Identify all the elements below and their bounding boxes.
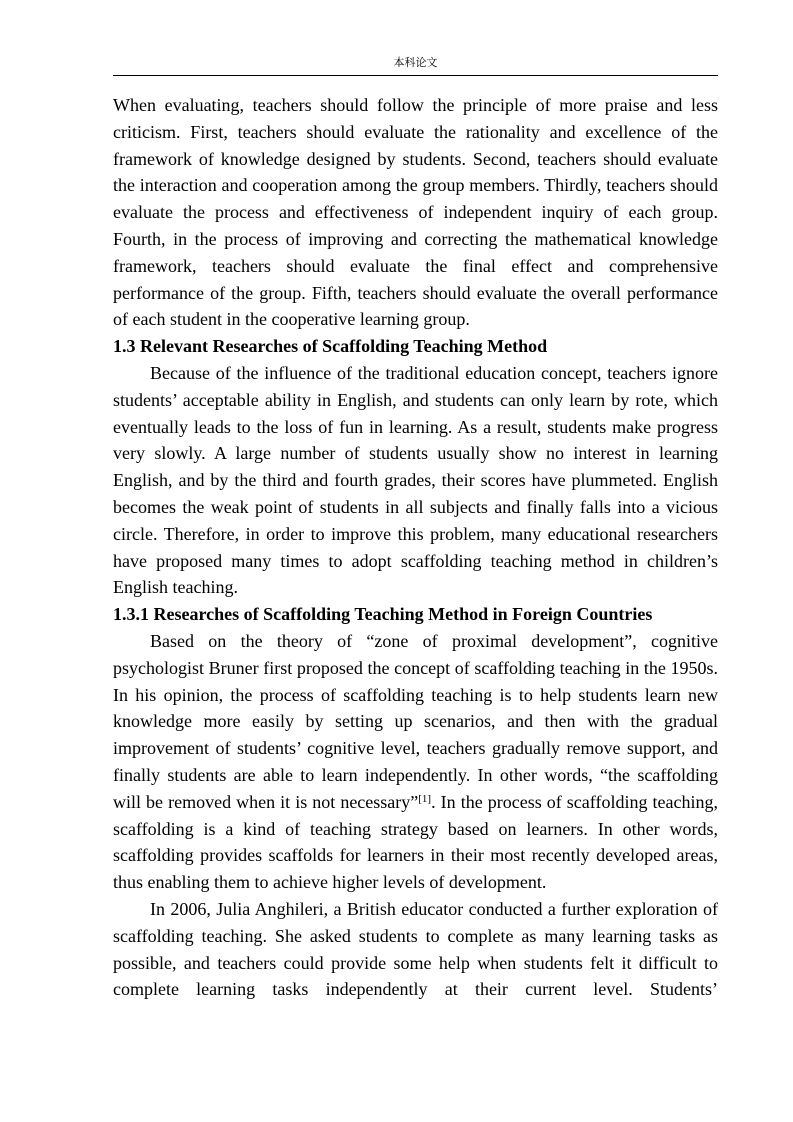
section-heading-1-3: 1.3 Relevant Researches of Scaffolding Teaching Method — [113, 336, 548, 357]
document-body — [113, 92, 718, 1003]
paragraph-bruner — [113, 628, 718, 896]
paragraph-traditional-education: Because of the influence of the traditional education concept, teachers ignore students’ acceptable ability in English, and students can only learn by rote, which eventually leads to the loss of fun in learning. As a result, students make progress very slowly. A large number of students usually show no interest in learning English, and by the third and fourth grades, their scores have plummeted. English becomes the weak point of students in all subjects and finally falls into a vicious circle. Therefore, in order to improve this problem, many educational researchers have proposed many times to adopt scaffolding teaching method in children’s English teaching. — [113, 362, 718, 598]
subsection-heading-1-3-1: 1.3.1 Researches of Scaffolding Teaching Method in Foreign Countries — [113, 604, 653, 625]
paragraph-bruner-text-a: Based on the theory of “zone of proximal development”, cognitive psychologist Bruner first proposed the concept of scaffolding teaching in the 1950s. In his opinion, the process of scaffolding teaching is to help students learn new knowledge more easily by setting up scenarios, and then with the gradual improvement of students’ cognitive level, teachers gradually remove support, and finally students are able to learn independently. In other words, “the scaffolding will be removed when it is not necessary” — [113, 630, 718, 812]
page-header — [113, 55, 718, 76]
header-title: 本科论文 — [393, 57, 438, 69]
paragraph-evaluation: When evaluating, teachers should follow the principle of more praise and less criticism. First, teachers should evaluate the rationality and excellence of the framework of knowledge designed by students. Second, teachers should evaluate the interaction and cooperation among the group members. Thirdly, teachers should evaluate the process and effectiveness of independent inquiry of each group. Fourth, in the process of improving and correcting the mathematical knowledge framework, teachers should evaluate the final effect and comprehensive performance of the group. Fifth, teachers should evaluate the overall performance of each student in the cooperative learning group. — [113, 95, 718, 330]
paragraph-anghileri: In 2006, Julia Anghileri, a British educator conducted a further exploration of scaffolding teaching. She asked students to complete as many learning tasks as possible, and teachers could provide some help when students felt it difficult to complete learning tasks independently at their current level. Students’ — [113, 898, 718, 1000]
citation-reference: [1] — [418, 792, 432, 805]
paragraph-bruner-text-b: . In the process of scaffolding teaching, scaffolding is a kind of teaching strategy based on learners. In other words, scaffolding provides scaffolds for learners in their most recently developed areas, thus enabling them to achieve higher levels of development. — [113, 791, 718, 893]
